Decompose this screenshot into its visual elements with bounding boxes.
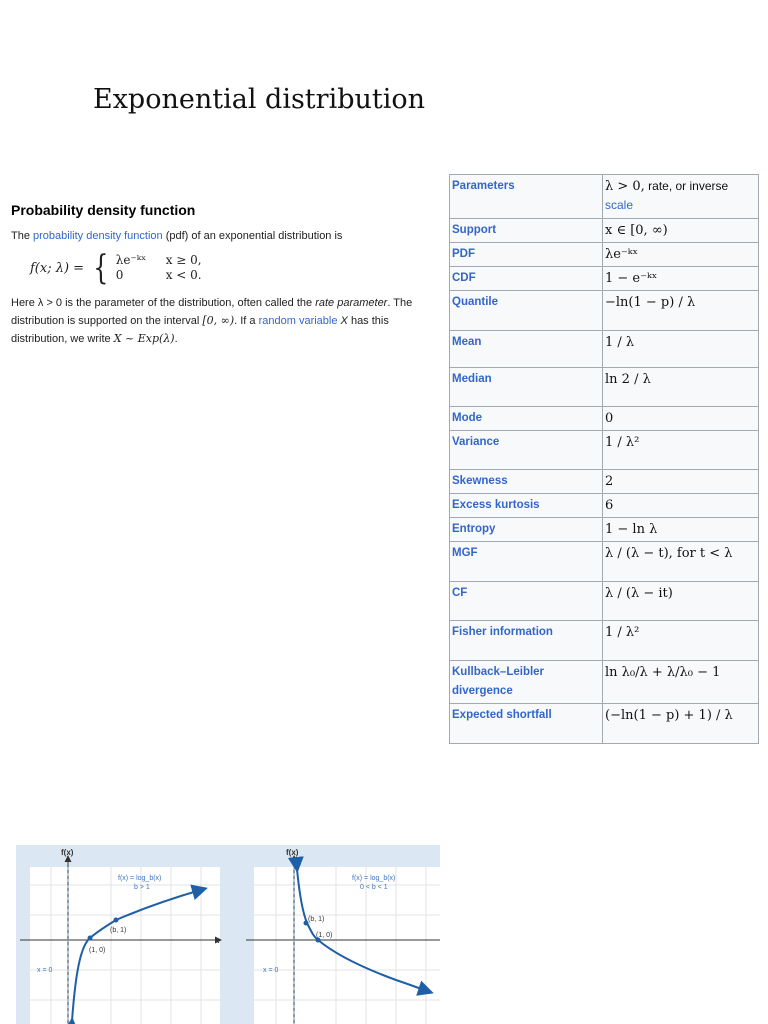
infobox-value-text: λ / (λ − it): [605, 586, 673, 601]
infobox-value-text: (−ln(1 − p) + 1) / λ: [605, 708, 733, 723]
infobox-value-note: rate, or inverse: [644, 179, 729, 193]
infobox-value: [603, 542, 759, 582]
formula-lhs: f(x; λ) =: [30, 260, 85, 276]
right-asymptote-label: x = 0: [263, 967, 279, 974]
body-paragraph: [11, 294, 448, 348]
infobox-value: [603, 661, 759, 704]
right-eq-line1: f(x) = log_b(x): [352, 875, 396, 882]
formula-brace: {: [93, 248, 109, 288]
pdf-formula: [30, 250, 202, 286]
infobox-value-text: 1 / λ²: [605, 625, 640, 640]
body-line-2: [11, 312, 448, 330]
case2-expr: 0: [115, 268, 124, 282]
infobox-row: [450, 661, 759, 704]
infobox-label[interactable]: PDF: [450, 243, 603, 267]
infobox-row: [450, 542, 759, 582]
infobox-value-text: λe⁻ᵏˣ: [605, 247, 639, 262]
formula-cases: [116, 253, 202, 283]
infobox-value: [603, 494, 759, 518]
infobox-row: [450, 431, 759, 470]
variable-x: X: [340, 315, 348, 327]
section-heading: Probability density function: [11, 202, 196, 218]
infobox-label[interactable]: Kullback–Leibler divergence: [450, 661, 603, 704]
left-x-label: x: [215, 936, 220, 945]
left-point-b-1: [114, 918, 119, 923]
infobox-row: [450, 518, 759, 542]
infobox-value: [603, 331, 759, 368]
body-line2-b: . If a: [234, 315, 259, 327]
infobox-value: [603, 219, 759, 243]
infobox-value-text: 1 / λ²: [605, 435, 640, 450]
infobox-row: [450, 175, 759, 219]
infobox-row: [450, 621, 759, 661]
infobox-value-text: λ / (λ − t), for t < λ: [605, 546, 733, 561]
infobox-label[interactable]: CDF: [450, 267, 603, 291]
infobox-value: [603, 431, 759, 470]
infobox-value-text: −ln(1 − p) / λ: [605, 295, 696, 310]
body-line-3: [11, 330, 448, 348]
infobox-value-text: x ∈ [0, ∞): [605, 223, 668, 238]
infobox-value: [603, 407, 759, 431]
infobox-label[interactable]: Fisher information: [450, 621, 603, 661]
infobox-label[interactable]: CF: [450, 582, 603, 621]
infobox-value: [603, 267, 759, 291]
left-graph: [20, 848, 220, 1024]
infobox-label[interactable]: Excess kurtosis: [450, 494, 603, 518]
infobox-label[interactable]: Variance: [450, 431, 603, 470]
body-line3-b: .: [174, 333, 178, 345]
infobox-row: [450, 368, 759, 407]
body-line2-d: has this: [347, 315, 389, 327]
infobox-value: [603, 368, 759, 407]
infobox-row: [450, 582, 759, 621]
infobox-label[interactable]: Expected shortfall: [450, 704, 603, 744]
infobox-value-text: ln λ₀/λ + λ/λ₀ − 1: [605, 665, 721, 680]
infobox-value-text: λ > 0,: [605, 179, 645, 194]
infobox-row: [450, 470, 759, 494]
intro-paragraph: [11, 229, 342, 243]
body-line2-a: distribution is supported on the interval: [11, 315, 203, 327]
infobox-row: [450, 243, 759, 267]
infobox-value: [603, 518, 759, 542]
page-title: Exponential distribution: [93, 84, 426, 115]
infobox-value: [603, 582, 759, 621]
left-point-label-b1: (b, 1): [110, 927, 127, 934]
infobox-row: [450, 331, 759, 368]
body-line-1: [11, 294, 448, 312]
infobox-row: [450, 219, 759, 243]
support-interval: [0, ∞): [202, 314, 235, 327]
infobox-value-text: 1 − ln λ: [605, 522, 658, 537]
infobox-value: [603, 704, 759, 744]
left-y-label: f(x): [61, 848, 74, 857]
exp-notation: X ~ Exp(λ): [113, 332, 175, 345]
right-eq-line2: 0 < b < 1: [360, 884, 388, 891]
infobox-table: [449, 174, 759, 744]
infobox-row: [450, 267, 759, 291]
infobox-row: [450, 704, 759, 744]
right-point-label-10: (1, 0): [316, 932, 333, 939]
infobox-value: [603, 175, 759, 219]
scale-link[interactable]: scale: [605, 198, 634, 212]
infobox-row: [450, 407, 759, 431]
random-variable-link[interactable]: random variable: [258, 315, 338, 327]
pdf-link[interactable]: probability density function: [33, 230, 163, 242]
infobox-row: [450, 494, 759, 518]
infobox-body: [450, 175, 759, 744]
infobox-label[interactable]: Mode: [450, 407, 603, 431]
right-graph: [246, 848, 440, 1024]
case1-cond: x ≥ 0,: [165, 253, 202, 267]
infobox-value-text: ln 2 / λ: [605, 372, 651, 387]
infobox-value: [603, 291, 759, 331]
infobox-value: [603, 243, 759, 267]
infobox-label[interactable]: Median: [450, 368, 603, 407]
infobox-value-text: 0: [605, 411, 614, 426]
infobox-value: [603, 621, 759, 661]
infobox-label[interactable]: Quantile: [450, 291, 603, 331]
rate-parameter-term: rate parameter: [315, 297, 388, 309]
left-point-1-0: [88, 936, 93, 941]
intro-suffix: (pdf) of an exponential distribution is: [162, 230, 343, 242]
body-line1-b: . The: [387, 297, 413, 309]
infobox-value: [603, 470, 759, 494]
intro-prefix: The: [11, 230, 34, 242]
infobox-value-text: 6: [605, 498, 614, 513]
infobox-label[interactable]: Mean: [450, 331, 603, 368]
infobox-value-text: 1 / λ: [605, 335, 635, 350]
body-line1-a: Here λ > 0 is the parameter of the distribution, often called the: [11, 297, 316, 309]
case2-cond: x < 0.: [165, 268, 202, 282]
infobox-label[interactable]: Entropy: [450, 518, 603, 542]
body-line3-a: distribution, we write: [11, 333, 114, 345]
infobox-row: [450, 291, 759, 331]
left-eq-line2: b > 1: [134, 884, 150, 891]
right-y-label: f(x): [286, 848, 299, 857]
infobox-value-text: 2: [605, 474, 614, 489]
left-eq-line1: f(x) = log_b(x): [118, 875, 162, 882]
infobox-label[interactable]: MGF: [450, 542, 603, 582]
right-point-label-b1: (b, 1): [308, 916, 325, 923]
left-point-label-10: (1, 0): [89, 947, 106, 954]
infobox-label[interactable]: Parameters: [450, 175, 603, 219]
infobox-value-text: 1 − e⁻ᵏˣ: [605, 271, 658, 286]
log-graphs-figure: [16, 845, 440, 1024]
case1-expr: λe⁻ᵏˣ: [115, 253, 147, 267]
infobox-label[interactable]: Skewness: [450, 470, 603, 494]
infobox-label[interactable]: Support: [450, 219, 603, 243]
left-asymptote-label: x = 0: [37, 967, 53, 974]
